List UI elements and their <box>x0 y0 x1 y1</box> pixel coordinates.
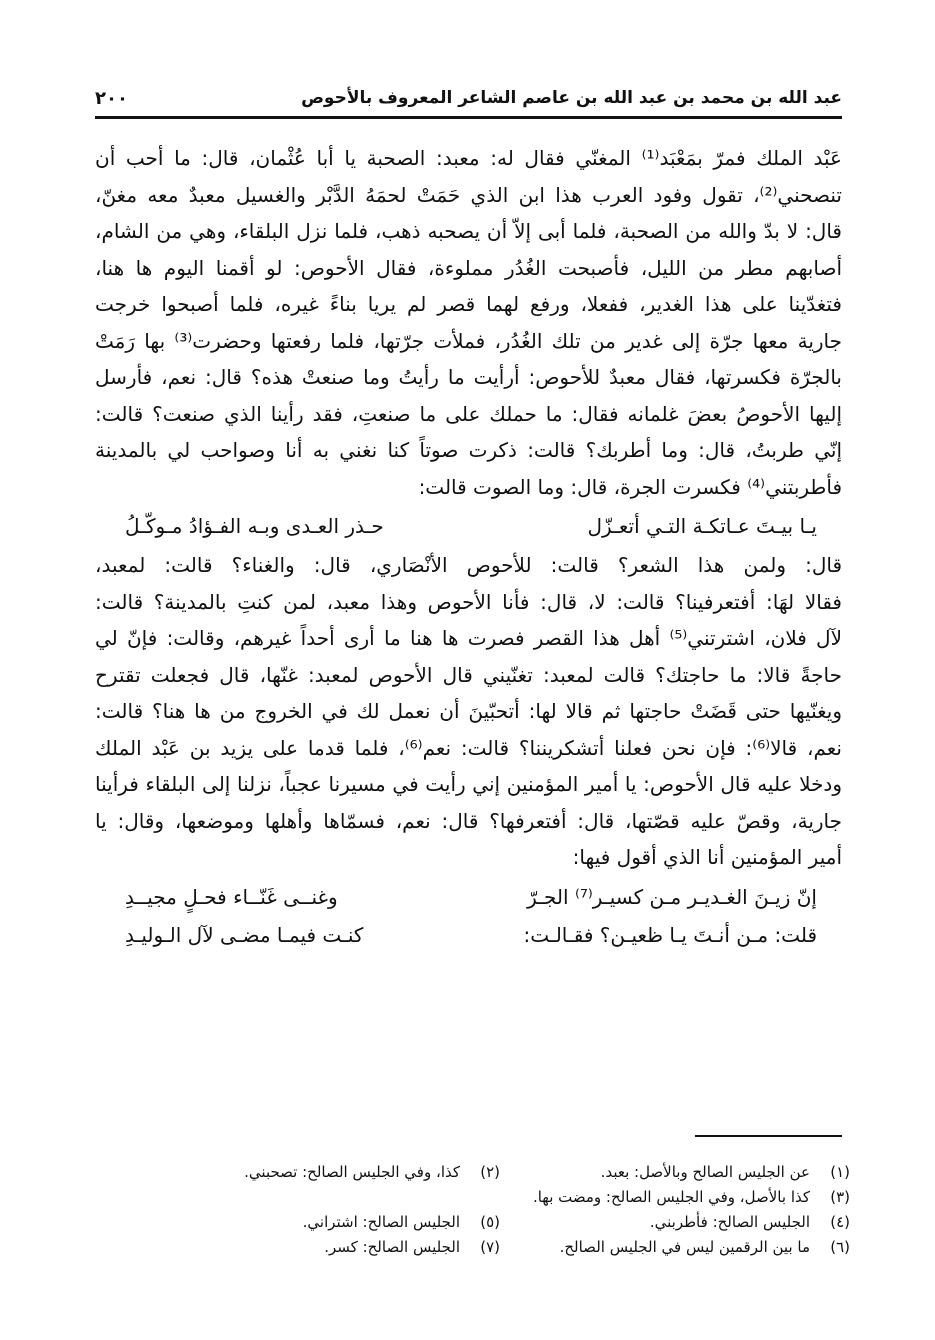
verse-first-hemistich: يـا بيـتَ عـاتكـة التـي أتعـزّل <box>587 514 817 538</box>
footnote-text: عن الجليس الصالح وبالأصل: بعبد. <box>600 1163 810 1181</box>
footnote-text: الجليس الصالح: فأطربني. <box>649 1213 810 1231</box>
text-line: حاجةً قالا: ما حاجتك؟ قالت لمعبد: تغنّيني قال الأحوص لمعبد: غنّها، قال فجعلت تقترح <box>95 662 842 687</box>
text-line: قال: ولمن هذا الشعر؟ قالت: للأحوص الأنْصَاري، قال: والغناء؟ قالت: لمعبد، <box>95 553 842 577</box>
text-line: نعم، قالا⁽⁶⁾: فإن نحن فعلنا أتشكريننا؟ قالت: نعم⁽⁶⁾، فلما قدما على يزيد بن عَبْد الملك <box>95 735 842 760</box>
text-line: إليها الأحوصُ بعضَ غلمانه فقال: ما حملك على ما صنعتِ، فقد رأينا الذي صنعت؟ قالت: <box>95 401 842 426</box>
footnote-2 <box>150 1160 500 1185</box>
poem-verse <box>95 876 842 918</box>
running-header <box>95 80 842 119</box>
footnote-row <box>150 1235 850 1260</box>
footnote-6 <box>500 1235 850 1260</box>
text-line: فقالا لهَا: أفتعرفينا؟ قالت: لا، قال: فأنا الأحوص وهذا معبد، لمن كنتِ بالمدينة؟ قالت: <box>95 589 842 614</box>
footnote-number: (٥) <box>480 1213 500 1231</box>
verse-second-hemistich: كنـت فيمـا مضـى لآل الـوليـدِ <box>125 922 364 947</box>
text-line: تنصحني⁽²⁾، تقول وفود العرب هذا ابن الذي حَمَتْ لحمَهُ الدَّبْر والغسيل معبدٌ معه مغنّ، <box>95 182 842 207</box>
text-line: عَبْد الملك فمرّ بمَعْبَد⁽¹⁾ المغنّي فقال له: معبد: الصحبة يا أبا عُثْمان، قال: ما أحب أن <box>95 146 842 170</box>
text-line: بالجرّة فكسرتها، فقال معبدٌ للأحوص: أرأيت ما رأيتُ وما صنعتْ هذه؟ قال: نعم، فأرسل <box>95 365 842 389</box>
footnotes <box>150 1160 850 1260</box>
footnote-number: (٢) <box>480 1163 500 1181</box>
poem-verse <box>95 918 842 952</box>
footnote-row <box>150 1185 850 1210</box>
verse-first-hemistich: قلت: مـن أنـتَ يـا ظعيـن؟ فقـالـت: <box>523 922 817 947</box>
footnote-4 <box>500 1210 850 1235</box>
footnote-text: ما بين الرقمين ليس في الجليس الصالح. <box>559 1238 810 1256</box>
text-line: إنّي طربتُ، قال: وما أطربك؟ قالت: ذكرت صوتاً كنا نغني به أنا وصواحب لي بالمدينة <box>95 438 842 462</box>
text-line: فأطربتني⁽⁴⁾ فكسرت الجرة، قال: وما الصوت قالت: <box>418 474 842 499</box>
text-line: جارية، وقصّ عليه قصّتها، قال: أفتعرفها؟ قال: نعم، فسمّاها وأهلها وموضعها، وقال: يا <box>95 808 842 833</box>
text-line: فتغدّينا على هذا الغدير، ففعلا، ورفع لهما قصر لم يريا بناءً غيره، فلما أصبحوا خرجت <box>95 292 842 316</box>
footnote-text: الجليس الصالح: اشتراني. <box>302 1213 460 1231</box>
text-line: ودخلا عليه قال الأحوص: يا أمير المؤمنين إني رأيت في مسيرنا عجباً، نزلنا إلى البلقاء فرأينا <box>95 772 842 796</box>
verse-first-hemistich: إنّ زيـنَ الغـديـر مـن كسيـر⁽⁷⁾ الجـرّ <box>527 884 817 909</box>
footnote-number: (٦) <box>830 1238 850 1256</box>
footnote-separator <box>695 1135 842 1137</box>
footnote-number: (٤) <box>830 1213 850 1231</box>
footnote-3 <box>150 1185 850 1210</box>
text-line: لآل فلان، اشترتني⁽⁵⁾ أهل هذا القصر فصرت ها هنا ما أرى أحداً غيرهم، وقالت: فإنّ لي <box>95 626 842 650</box>
footnote-text: الجليس الصالح: كسر. <box>324 1238 460 1256</box>
footnote-number: (٧) <box>480 1238 500 1256</box>
footnote-text: كذا بالأصل، وفي الجليس الصالح: ومضت بها. <box>532 1188 810 1206</box>
footnote-7 <box>150 1235 500 1260</box>
footnote-5 <box>150 1210 500 1235</box>
footnote-number: (٣) <box>830 1188 850 1206</box>
main-text <box>95 140 842 952</box>
footnote-text: كذا، وفي الجليس الصالح: تصحبني. <box>244 1163 460 1181</box>
text-line: جارية معها جرّة إلى غدير من تلك الغُدُر، فملأت جرّتها، فلما رفعتها وحضرت⁽³⁾ بها رَمَتْ <box>95 328 842 353</box>
verse-second-hemistich: وغنــى غَنّــاء فحـلٍ مجيــدِ <box>125 884 338 909</box>
footnote-number: (١) <box>830 1163 850 1181</box>
page-number: ٢٠٠ <box>95 87 128 109</box>
footnote-row <box>150 1160 850 1185</box>
text-line: أصابهم مطر من الليل، فأصبحت الغُدُر مملوءة، فقال الأحوص: لو أقمنا اليوم ها هنا، <box>95 255 842 280</box>
text-line: أمير المؤمنين أنا الذي أقول فيها: <box>572 845 842 869</box>
verse-second-hemistich: حـذر العـدى وبـه الفـؤادُ مـوكّـلُ <box>125 514 384 538</box>
footnote-1 <box>500 1160 850 1185</box>
text-line: قال: لا بدّ والله من الصحبة، فلما أبى إلاّ أن يصحبه ذهب، فلما نزل البلقاء، وهي من الشام، <box>95 219 842 243</box>
header-title: عبد الله بن محمد بن عبد الله بن عاصم الشاعر المعروف بالأحوص <box>301 88 842 108</box>
text-line: ويغنّيها حتى قَضَتْ حاجتها ثم قالا لها: أتحبّينَ أن نعمل لك في الخروج من ها هنا؟ قالت: <box>95 699 842 723</box>
poem-verse <box>95 505 842 547</box>
footnote-row <box>150 1210 850 1235</box>
